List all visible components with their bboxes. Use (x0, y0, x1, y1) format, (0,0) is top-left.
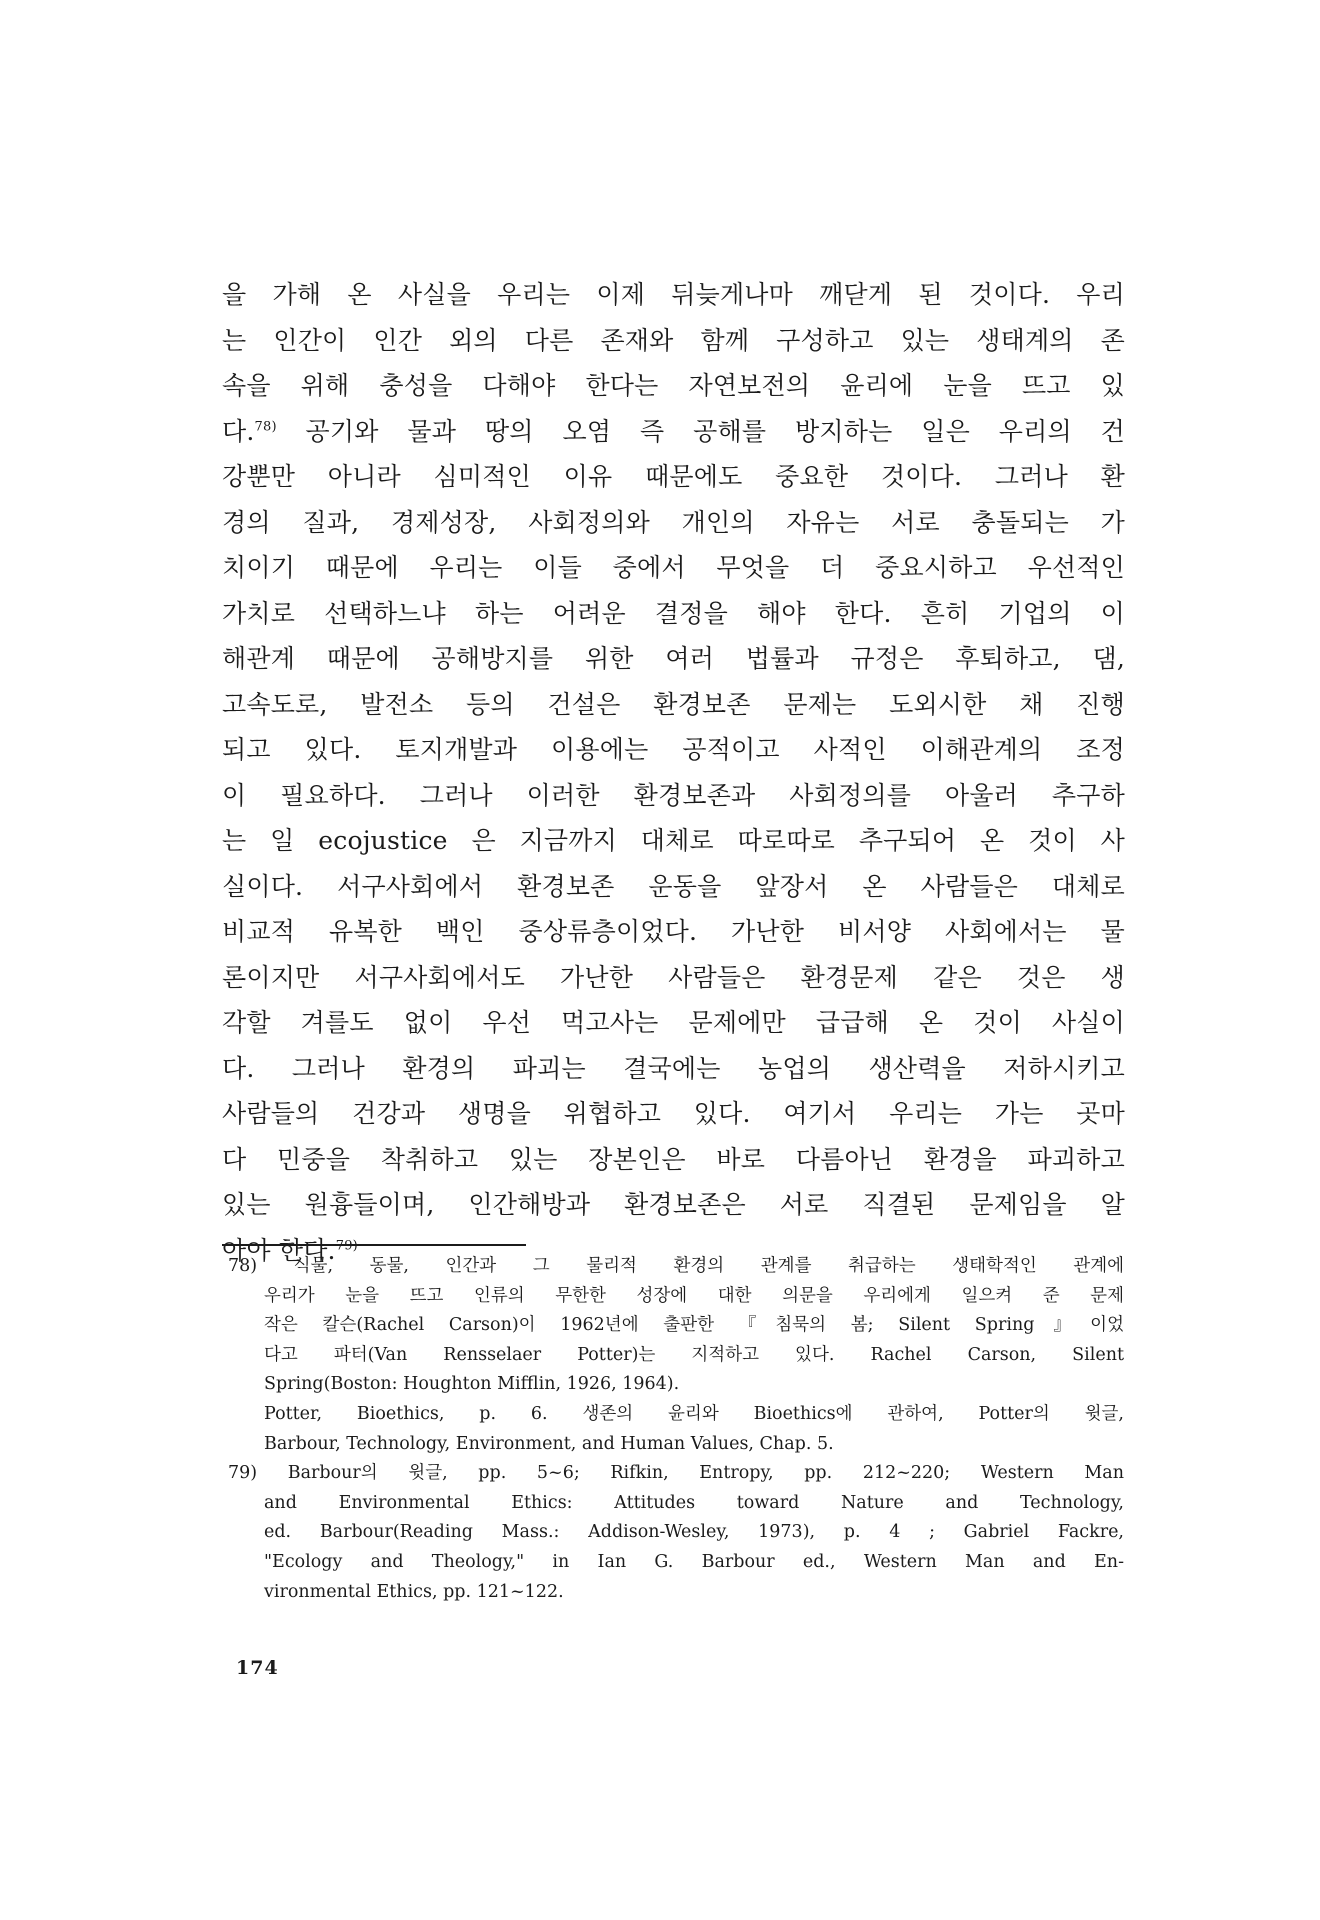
footnote-divider (222, 1244, 526, 1246)
body-line: 을 가해 온 사실을 우리는 이제 뒤늦게나마 깨닫게 된 것이다. 우리 (222, 280, 1125, 309)
body-line: 다. 그러나 환경의 파괴는 결국에는 농업의 생산력을 저하시키고 (222, 1053, 1125, 1083)
body-line: 론이지만 서구사회에서도 가난한 사람들은 환경문제 같은 것은 생 (222, 962, 1125, 992)
line-prefix: 아야 (222, 1235, 271, 1265)
body-line: 사람들의 건강과 생명을 위협하고 있다. 여기서 우리는 가는 곳마 (222, 1099, 1125, 1128)
line-text: 공기와 물과 땅의 오염 즉 공해를 방지하는 일은 우리의 건 (305, 416, 1125, 446)
footnote-78-line: Potter, Bioethics, p. 6. 생존의 윤리와 Bioethics에 관하여, Potter의 윗글, (264, 1403, 1124, 1424)
body-line: 속을 위해 충성을 다해야 한다는 자연보전의 윤리에 눈을 뜨고 있 (222, 371, 1125, 400)
body-line: 각할 겨를도 없이 우선 먹고사는 문제에만 급급해 온 것이 사실이 (222, 1008, 1125, 1037)
body-line-with-footnote-78 (222, 409, 1125, 455)
body-line: 는 일 ecojustice 은 지금까지 대체로 따로따로 추구되어 온 것이 사 (222, 826, 1125, 855)
footnote-78-line: 우리가 눈을 뜨고 인류의 무한한 성장에 대한 의문을 우리에게 일으켜 준 문제 (264, 1285, 1124, 1306)
body-line: 강뿐만 아니라 심미적인 이유 때문에도 중요한 것이다. 그러나 환 (222, 462, 1125, 491)
line-prefix: 다. (222, 416, 255, 446)
body-line: 경의 질과, 경제성장, 사회정의와 개인의 자유는 서로 충돌되는 가 (222, 507, 1125, 537)
body-line: 는 인간이 인간 외의 다른 존재와 함께 구성하고 있는 생태계의 존 (222, 325, 1125, 355)
body-line: 고속도로, 발전소 등의 건설은 환경보존 문제는 도외시한 채 진행 (222, 689, 1125, 719)
footnotes (228, 1252, 1124, 1607)
body-line: 있는 원흉들이며, 인간해방과 환경보존은 서로 직결된 문제임을 알 (222, 1190, 1125, 1219)
footnote-ref-79[interactable]: 79) (335, 1238, 358, 1254)
body-line: 실이다. 서구사회에서 환경보존 운동을 앞장서 온 사람들은 대체로 (222, 871, 1125, 901)
footnote-79-line: ed. Barbour(Reading Mass.: Addison-Wesley, 1973), p. 4 ; Gabriel Fackre, (264, 1522, 1124, 1543)
body-line: 이 필요하다. 그러나 이러한 환경보존과 사회정의를 아울러 추구하 (222, 780, 1125, 810)
body-line: 해관계 때문에 공해방지를 위한 여러 법률과 규정은 후퇴하고, 댐, (222, 644, 1125, 673)
body-line: 치이기 때문에 우리는 이들 중에서 무엇을 더 중요시하고 우선적인 (222, 553, 1125, 582)
footnote-78-line: Barbour, Technology, Environment, and Human Values, Chap. 5. (264, 1433, 834, 1454)
main-text (222, 272, 1125, 1273)
body-line: 되고 있다. 토지개발과 이용에는 공적이고 사적인 이해관계의 조정 (222, 735, 1125, 764)
footnote-79-line: 79) Barbour의 윗글, pp. 5~6; Rifkin, Entropy, pp. 212~220; Western Man (228, 1463, 1124, 1484)
line-text: 한다. (278, 1235, 336, 1265)
body-line: 비교적 유복한 백인 중상류층이었다. 가난한 비서양 사회에서는 물 (222, 917, 1125, 946)
footnote-78-line: 78) 식물, 동물, 인간과 그 물리적 환경의 관계를 취급하는 생태학적인 관계에 (228, 1256, 1124, 1276)
footnote-78-line: 다고 파터(Van Rensselaer Potter)는 지적하고 있다. Rachel Carson, Silent (264, 1344, 1124, 1365)
body-line: 가치로 선택하느냐 하는 어려운 결정을 해야 한다. 흔히 기업의 이 (222, 598, 1125, 628)
footnote-78-line: Spring(Boston: Houghton Mifflin, 1926, 1964). (264, 1374, 680, 1395)
footnote-79-line: and Environmental Ethics: Attitudes toward Nature and Technology, (264, 1492, 1124, 1513)
footnote-79-line: "Ecology and Theology," in Ian G. Barbour ed., Western Man and En- (264, 1551, 1124, 1572)
footnote-ref-78[interactable]: 78) (254, 419, 277, 435)
body-line: 다 민중을 착취하고 있는 장본인은 바로 다름아닌 환경을 파괴하고 (222, 1144, 1125, 1174)
page-number: 174 (236, 1657, 279, 1679)
footnote-78-line: 작은 칼슨(Rachel Carson)이 1962년에 출판한 『침묵의 봄; Silent Spring』이었 (264, 1315, 1124, 1336)
footnote-79-line: vironmental Ethics, pp. 121~122. (264, 1581, 564, 1602)
